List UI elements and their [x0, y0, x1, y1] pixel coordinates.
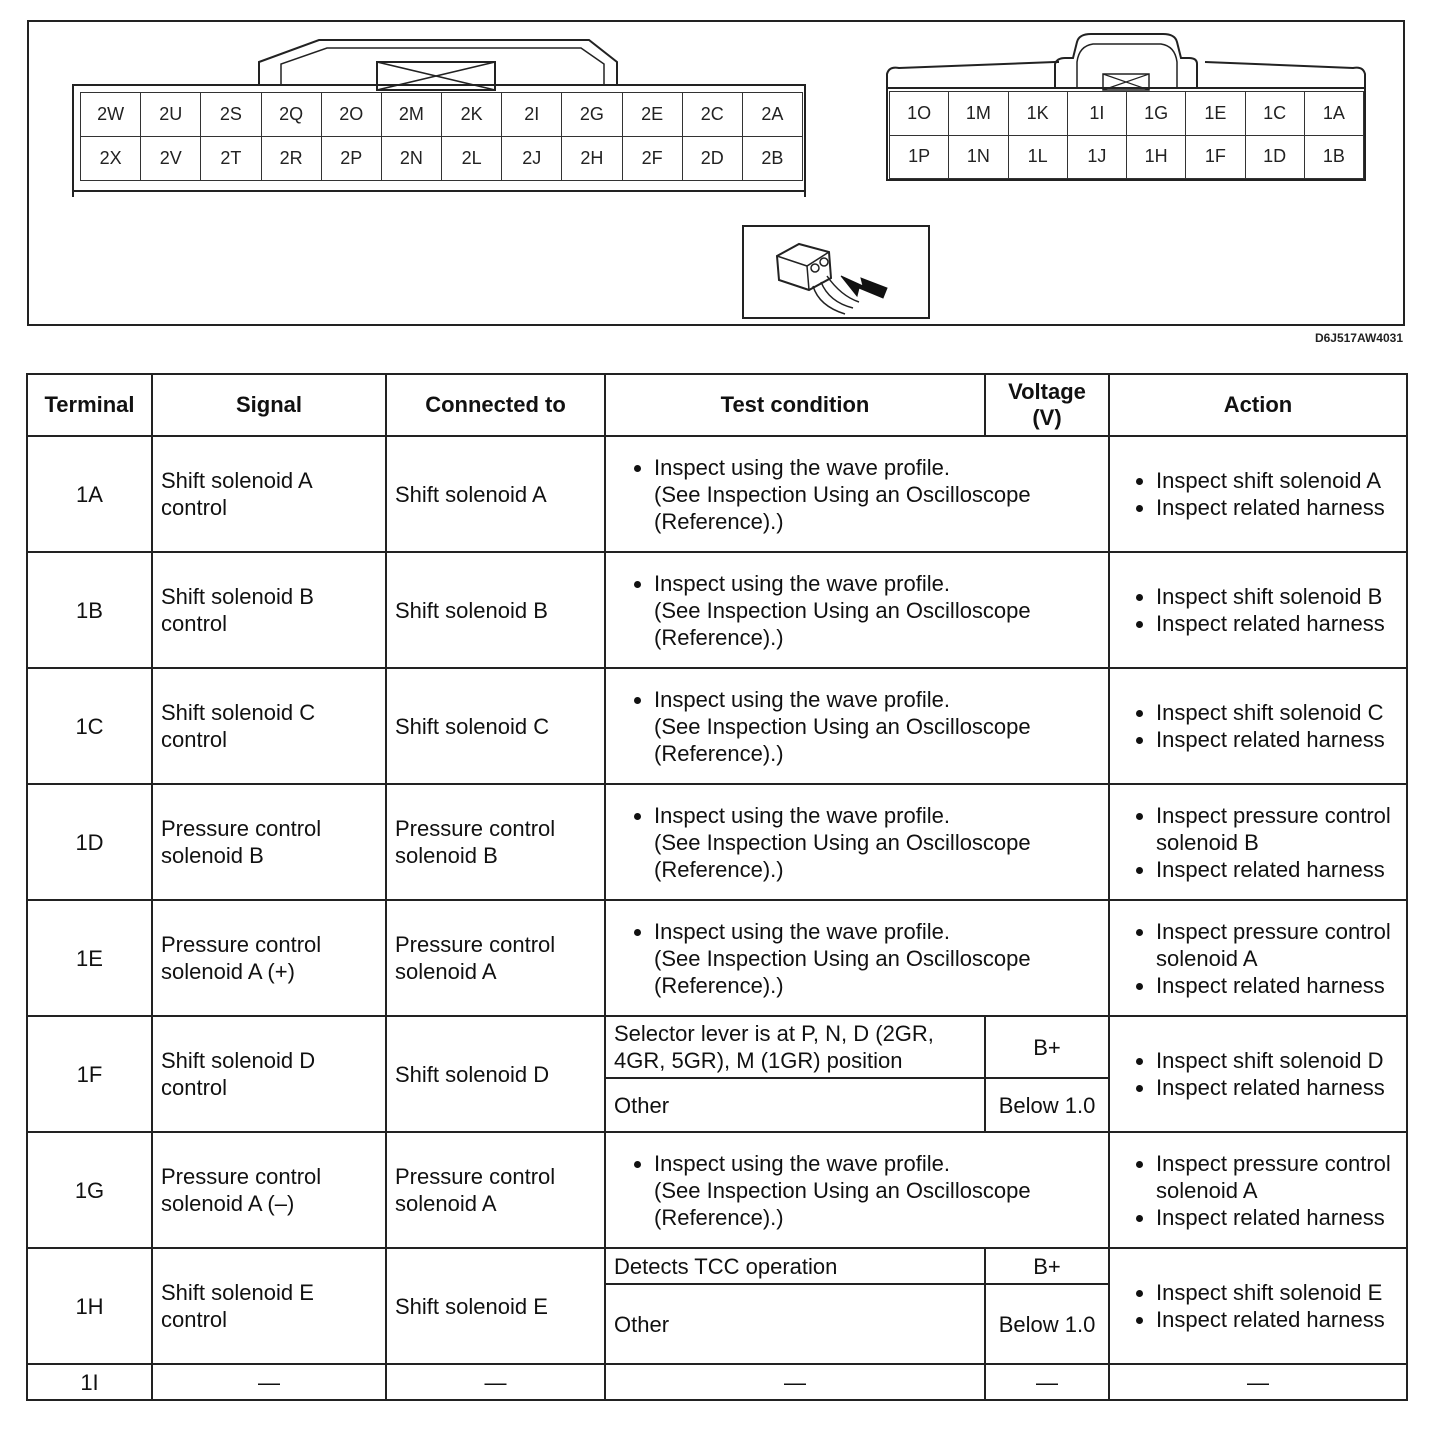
action-cell: — — [1109, 1364, 1407, 1400]
test-condition-item — [654, 686, 1100, 767]
test-condition-cell — [605, 668, 1109, 784]
action-cell — [1109, 668, 1407, 784]
pin-label: 2T — [201, 137, 261, 181]
pin-label: 1H — [1127, 136, 1186, 180]
wave-profile-text: Inspect using the wave profile. — [654, 1150, 950, 1176]
wave-profile-text: Inspect using the wave profile. — [654, 918, 950, 944]
test-condition-item — [654, 918, 1100, 999]
voltage-cell: Below 1.0 — [985, 1078, 1109, 1132]
terminal-cell: 1A — [27, 436, 152, 552]
signal-cell: Shift solenoid D control — [152, 1016, 386, 1132]
action-item: • Inspect related harness — [1156, 494, 1398, 521]
wave-profile-reference: (See Inspection Using an Oscilloscope (Reference).) — [654, 829, 1031, 882]
pin-label: 2U — [141, 93, 201, 137]
action-item: • Inspect shift solenoid E — [1156, 1279, 1398, 1306]
wave-profile-reference: (See Inspection Using an Oscilloscope (Reference).) — [654, 1177, 1031, 1230]
pin-label: 1D — [1246, 136, 1305, 180]
connected-to-cell: Shift solenoid E — [386, 1248, 605, 1364]
pin-label: 1G — [1127, 92, 1186, 136]
test-condition-cell: Selector lever is at P, N, D (2GR, 4GR, 5GR), M (1GR) position — [605, 1016, 985, 1078]
pin-label: 1L — [1009, 136, 1068, 180]
test-condition-cell: Other — [605, 1078, 985, 1132]
terminal-cell: 1E — [27, 900, 152, 1016]
header-action: Action — [1109, 374, 1407, 436]
terminal-table — [26, 373, 1408, 1401]
pin-label: 1B — [1305, 136, 1364, 180]
pin-label: 2X — [81, 137, 141, 181]
action-item: • Inspect pressure control solenoid A — [1156, 918, 1398, 972]
voltage-cell: Below 1.0 — [985, 1284, 1109, 1364]
pin-label: 2H — [562, 137, 622, 181]
figure-code: D6J517AW4031 — [1314, 331, 1403, 345]
pin-label: 2V — [141, 137, 201, 181]
terminal-cell: 1F — [27, 1016, 152, 1132]
test-condition-cell — [605, 900, 1109, 1016]
pin-label: 2B — [743, 137, 803, 181]
connected-to-cell: Shift solenoid D — [386, 1016, 605, 1132]
action-item: • Inspect pressure control solenoid B — [1156, 802, 1398, 856]
header-test-condition: Test condition — [605, 374, 985, 436]
pin-label: 1N — [949, 136, 1008, 180]
table-row — [27, 436, 1407, 552]
wave-profile-reference: (See Inspection Using an Oscilloscope (Reference).) — [654, 945, 1031, 998]
test-condition-item — [654, 1150, 1100, 1231]
connected-to-cell: Pressure control solenoid A — [386, 900, 605, 1016]
test-condition-item — [654, 454, 1100, 535]
terminal-cell: 1G — [27, 1132, 152, 1248]
pin-label: 2D — [683, 137, 743, 181]
header-voltage-label: Voltage — [1008, 379, 1086, 404]
pin-label: 2A — [743, 93, 803, 137]
pin-label: 2P — [322, 137, 382, 181]
pin-label: 2K — [442, 93, 502, 137]
pin-label: 2L — [442, 137, 502, 181]
pin-label: 1P — [890, 136, 949, 180]
pin-label: 1M — [949, 92, 1008, 136]
terminal-cell: 1H — [27, 1248, 152, 1364]
signal-cell: Pressure control solenoid A (+) — [152, 900, 386, 1016]
signal-cell: Shift solenoid C control — [152, 668, 386, 784]
pin-label: 2C — [683, 93, 743, 137]
action-cell — [1109, 1248, 1407, 1364]
action-item: • Inspect related harness — [1156, 726, 1398, 753]
pin-label: 1C — [1246, 92, 1305, 136]
pin-label: 1J — [1068, 136, 1127, 180]
action-item: • Inspect shift solenoid B — [1156, 583, 1398, 610]
signal-cell: Shift solenoid E control — [152, 1248, 386, 1364]
pin-label: 2Q — [262, 93, 322, 137]
voltage-cell: B+ — [985, 1248, 1109, 1284]
pin-label: 2G — [562, 93, 622, 137]
table-row — [27, 1248, 1407, 1284]
pin-label: 2R — [262, 137, 322, 181]
action-item: • Inspect shift solenoid C — [1156, 699, 1398, 726]
wave-profile-reference: (See Inspection Using an Oscilloscope (Reference).) — [654, 597, 1031, 650]
pin-label: 2J — [502, 137, 562, 181]
action-item: • Inspect related harness — [1156, 1074, 1398, 1101]
action-cell — [1109, 900, 1407, 1016]
signal-cell: Shift solenoid A control — [152, 436, 386, 552]
test-condition-cell: — — [605, 1364, 985, 1400]
signal-cell: — — [152, 1364, 386, 1400]
table-row — [27, 1132, 1407, 1248]
connector-2-pin-grid — [80, 92, 803, 181]
pin-label: 2O — [322, 93, 382, 137]
test-condition-item — [654, 570, 1100, 651]
pin-label: 1E — [1186, 92, 1245, 136]
pin-label: 2E — [623, 93, 683, 137]
signal-cell: Pressure control solenoid A (–) — [152, 1132, 386, 1248]
test-condition-cell — [605, 784, 1109, 900]
connector-diagram — [27, 20, 1405, 326]
header-terminal: Terminal — [27, 374, 152, 436]
wave-profile-text: Inspect using the wave profile. — [654, 686, 950, 712]
table-header-row — [27, 374, 1407, 436]
connected-to-cell: Pressure control solenoid B — [386, 784, 605, 900]
voltage-cell: — — [985, 1364, 1109, 1400]
pin-label: 2F — [623, 137, 683, 181]
header-signal: Signal — [152, 374, 386, 436]
header-connected-to: Connected to — [386, 374, 605, 436]
table-row — [27, 900, 1407, 1016]
pin-label: 2S — [201, 93, 261, 137]
wave-profile-reference: (See Inspection Using an Oscilloscope (Reference).) — [654, 713, 1031, 766]
pin-label: 1K — [1009, 92, 1068, 136]
signal-cell: Pressure control solenoid B — [152, 784, 386, 900]
test-condition-cell: Detects TCC operation — [605, 1248, 985, 1284]
action-item: • Inspect related harness — [1156, 610, 1398, 637]
wave-profile-text: Inspect using the wave profile. — [654, 454, 950, 480]
terminal-cell: 1D — [27, 784, 152, 900]
test-condition-cell — [605, 552, 1109, 668]
action-item: • Inspect pressure control solenoid A — [1156, 1150, 1398, 1204]
pin-label: 1A — [1305, 92, 1364, 136]
voltage-cell: B+ — [985, 1016, 1109, 1078]
header-voltage — [985, 374, 1109, 436]
wave-profile-reference: (See Inspection Using an Oscilloscope (Reference).) — [654, 481, 1031, 534]
signal-cell: Shift solenoid B control — [152, 552, 386, 668]
action-cell — [1109, 436, 1407, 552]
action-cell — [1109, 552, 1407, 668]
action-item: • Inspect shift solenoid D — [1156, 1047, 1398, 1074]
table-row — [27, 1016, 1407, 1078]
table-row — [27, 668, 1407, 784]
terminal-cell: 1C — [27, 668, 152, 784]
connected-to-cell: Shift solenoid B — [386, 552, 605, 668]
pin-label: 2I — [502, 93, 562, 137]
action-cell — [1109, 1016, 1407, 1132]
action-cell — [1109, 1132, 1407, 1248]
wave-profile-text: Inspect using the wave profile. — [654, 570, 950, 596]
test-condition-cell — [605, 436, 1109, 552]
table-row — [27, 784, 1407, 900]
pin-label: 1I — [1068, 92, 1127, 136]
terminal-cell: 1I — [27, 1364, 152, 1400]
harness-side-connector-icon — [777, 244, 887, 314]
table-row — [27, 1364, 1407, 1400]
action-item: • Inspect related harness — [1156, 972, 1398, 999]
connected-to-cell: Shift solenoid A — [386, 436, 605, 552]
test-condition-cell — [605, 1132, 1109, 1248]
action-item: • Inspect related harness — [1156, 856, 1398, 883]
connector-1-pin-grid — [889, 91, 1364, 179]
pin-label: 1F — [1186, 136, 1245, 180]
pin-label: 2W — [81, 93, 141, 137]
table-row — [27, 552, 1407, 668]
connected-to-cell: — — [386, 1364, 605, 1400]
action-item: • Inspect shift solenoid A — [1156, 467, 1398, 494]
connected-to-cell: Shift solenoid C — [386, 668, 605, 784]
action-cell — [1109, 784, 1407, 900]
action-item: • Inspect related harness — [1156, 1204, 1398, 1231]
terminal-cell: 1B — [27, 552, 152, 668]
test-condition-cell: Other — [605, 1284, 985, 1364]
test-condition-item — [654, 802, 1100, 883]
pin-label: 2N — [382, 137, 442, 181]
pin-label: 1O — [890, 92, 949, 136]
connected-to-cell: Pressure control solenoid A — [386, 1132, 605, 1248]
pin-label: 2M — [382, 93, 442, 137]
header-voltage-unit: (V) — [1032, 405, 1062, 430]
wave-profile-text: Inspect using the wave profile. — [654, 802, 950, 828]
action-item: • Inspect related harness — [1156, 1306, 1398, 1333]
